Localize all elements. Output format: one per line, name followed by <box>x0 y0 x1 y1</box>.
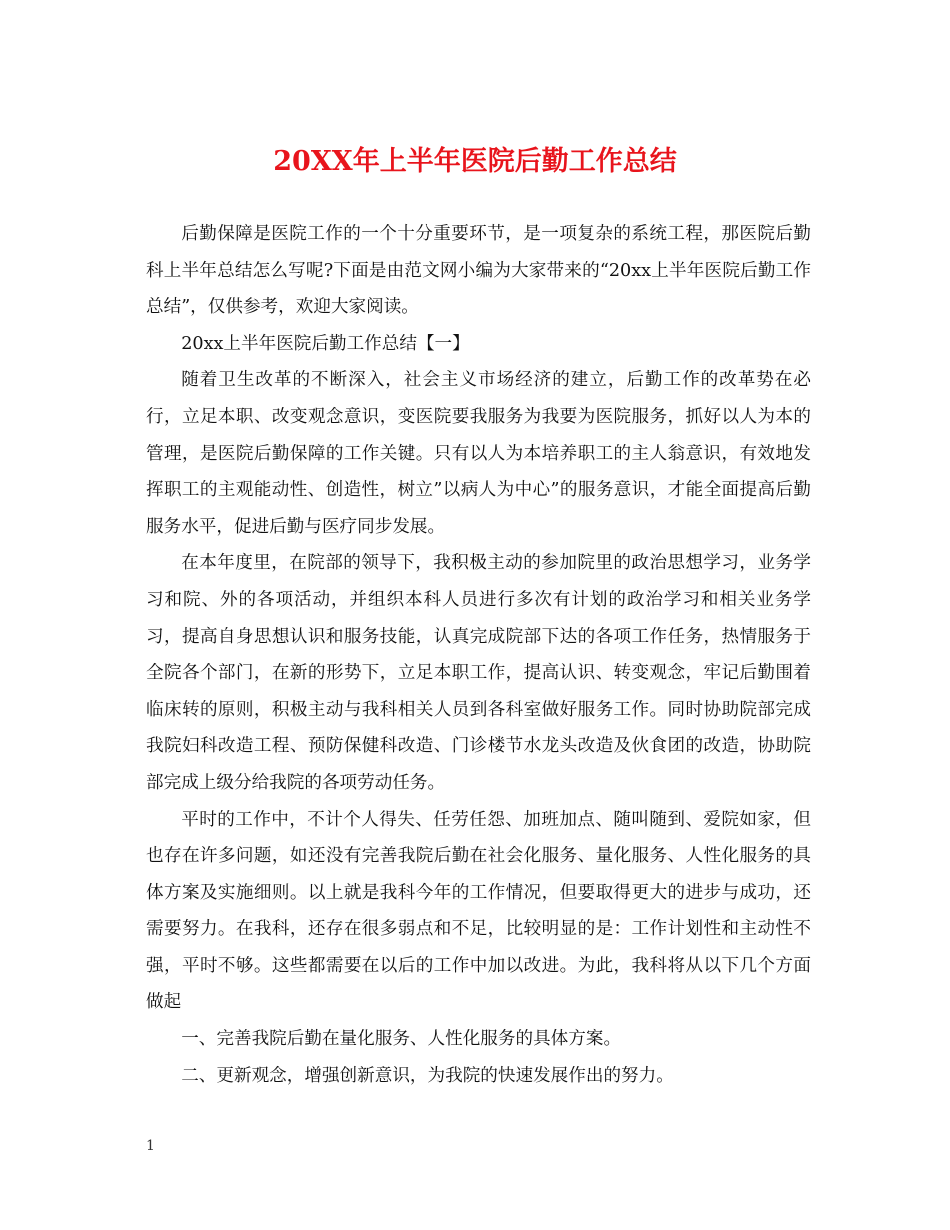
body-paragraph: 随着卫生改革的不断深入，社会主义市场经济的建立，后勤工作的改革势在必行，立足本职、改变观念意识，变医院要我服务为我要为医院服务，抓好以人为本的管理，是医院后勤保障的工作关键。只有以人为本培养职工的主人翁意识，有效地发挥职工的主观能动性、创造性，树立”以病人为中心”的服务意识，才能全面提高后勤服务水平，促进后勤与医疗同步发展。 <box>146 370 811 537</box>
page-number: 1 <box>146 1138 155 1154</box>
list-item: 二、更新观念，增强创新意识，为我院的快速发展作出的努力。 <box>181 1065 674 1086</box>
document-title: 20XX年上半年医院后勤工作总结 <box>273 146 677 177</box>
body-paragraph: 在本年度里，在院部的领导下，我积极主动的参加院里的政治思想学习，业务学习和院、外的各项活动，并组织本科人员进行多次有计划的政治学习和相关业务学习，提高自身思想认识和服务技能，认真完成院部下达的各项工作任务，热情服务于全院各个部门，在新的形势下，立足本职工作，提高认识、转变观念，牢记后勤围着临床转的原则，积极主动与我科相关人员到各科室做好服务工作。同时协助院部完成我院妇科改造工程、预防保健科改造、门诊楼节水龙头改造及伙食团的改造，协助院部完成上级分给我院的各项劳动任务。 <box>146 553 811 793</box>
body-paragraph: 平时的工作中，不计个人得失、任劳任怨、加班加点、随叫随到、爱院如家，但也存在许多问题，如还没有完善我院后勤在社会化服务、量化服务、人性化服务的具体方案及实施细则。以上就是我科今年的工作情况，但要取得更大的进步与成功，还需要努力。在我科，还存在很多弱点和不足，比较明显的是：工作计划性和主动性不强，平时不够。这些都需要在以后的工作中加以改进。为此，我科将从以下几个方面做起 <box>146 809 811 1013</box>
intro-paragraph: 后勤保障是医院工作的一个十分重要环节，是一项复杂的系统工程，那医院后勤科上半年总结怎么写呢?下面是由范文网小编为大家带来的“20xx上半年医院后勤工作总结”，仅供参考，欢迎大家阅读。 <box>146 224 811 318</box>
section-heading: 20xx上半年医院后勤工作总结【一】 <box>181 333 470 354</box>
document-body <box>146 216 811 1094</box>
list-item: 一、完善我院后勤在量化服务、人性化服务的具体方案。 <box>181 1029 622 1050</box>
